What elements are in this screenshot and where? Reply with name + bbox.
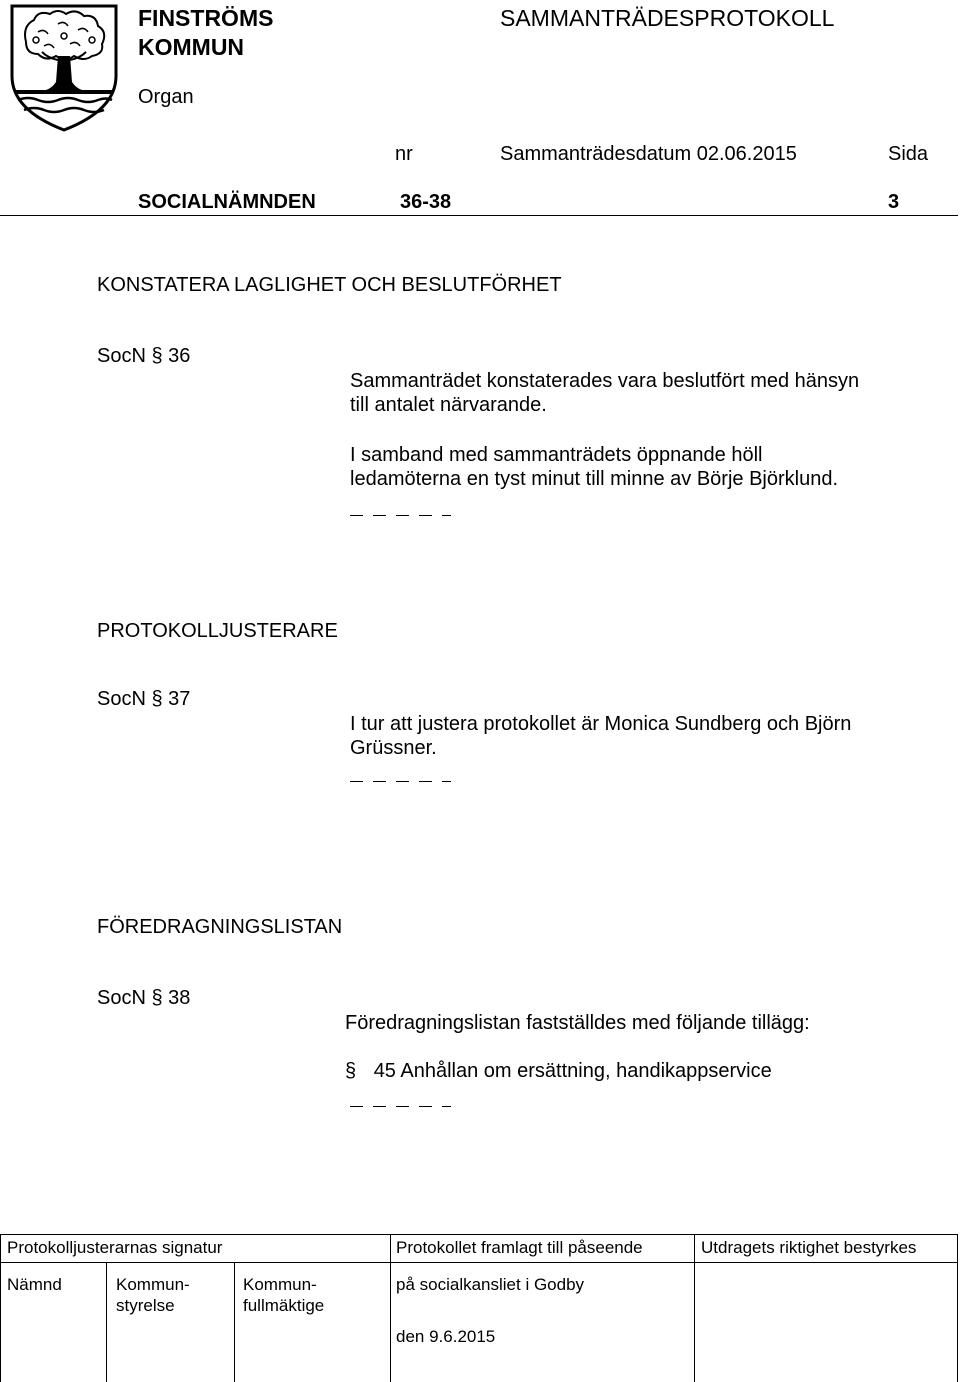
section-heading: PROTOKOLLJUSTERARE bbox=[97, 620, 338, 642]
section-text bbox=[350, 712, 851, 760]
document-type: SAMMANTRÄDESPROTOKOLL bbox=[500, 5, 835, 31]
text-line: I samband med sammanträdets öppnande höll bbox=[350, 444, 763, 466]
municipality-name-line1: FINSTRÖMS bbox=[138, 5, 274, 31]
section-ref bbox=[97, 688, 190, 711]
text-line: Sammanträdet konstaterades vara beslutfört med hänsyn bbox=[350, 370, 860, 392]
paragraph-symbol: § bbox=[151, 345, 163, 367]
signature-field-styrelse-line1: Kommun- bbox=[116, 1275, 190, 1294]
ref-prefix: SocN bbox=[97, 688, 146, 710]
organ-label: Organ bbox=[138, 86, 194, 108]
agenda-item-text: 45 Anhållan om ersättning, handikappservice bbox=[373, 1060, 772, 1082]
organ-value: SOCIALNÄMNDEN bbox=[138, 191, 316, 213]
nr-label: nr bbox=[395, 143, 413, 165]
paragraph-symbol: § bbox=[345, 1060, 357, 1082]
footer-header-certified: Utdragets riktighet bestyrkes bbox=[701, 1238, 917, 1257]
page-label: Sida bbox=[888, 143, 929, 165]
ref-prefix: SocN bbox=[97, 987, 146, 1009]
ref-prefix: SocN bbox=[97, 345, 146, 367]
ref-number: 37 bbox=[168, 688, 191, 710]
signature-field-fullmaktige-line2: fullmäktige bbox=[243, 1296, 325, 1315]
header-divider bbox=[0, 215, 958, 216]
section-heading: FÖREDRAGNINGSLISTAN bbox=[97, 916, 343, 938]
meeting-date-label: Sammanträdesdatum 02.06.2015 bbox=[500, 143, 797, 165]
text-line: Grüssner. bbox=[350, 737, 437, 759]
section-text bbox=[350, 369, 859, 417]
text-line: ledamöterna en tyst minut till minne av Börje Björklund. bbox=[350, 468, 839, 490]
ref-number: 38 bbox=[168, 987, 191, 1009]
text-line: I tur att justera protokollet är Monica Sundberg och Björn bbox=[350, 713, 852, 735]
signature-field-fullmaktige-line1: Kommun- bbox=[243, 1275, 317, 1294]
municipal-coat-of-arms bbox=[8, 2, 120, 134]
paragraph-symbol: § bbox=[151, 987, 163, 1009]
section-text: Föredragningslistan fastställdes med följande tillägg: bbox=[345, 1012, 810, 1034]
ref-number: 36 bbox=[168, 345, 191, 367]
footer-header-posted: Protokollet framlagt till påseende bbox=[396, 1238, 643, 1257]
signature-field-namnd: Nämnd bbox=[7, 1275, 62, 1294]
section-heading: KONSTATERA LAGLIGHET OCH BESLUTFÖRHET bbox=[97, 274, 562, 296]
section-text bbox=[350, 443, 838, 491]
nr-value: 36-38 bbox=[400, 191, 452, 213]
paragraph-symbol: § bbox=[151, 688, 163, 710]
section-ref bbox=[97, 345, 190, 368]
footer-header-signatures: Protokolljusterarnas signatur bbox=[7, 1238, 223, 1257]
text-line: till antalet närvarande. bbox=[350, 394, 547, 416]
page-value: 3 bbox=[888, 191, 900, 213]
section-ref bbox=[97, 987, 190, 1010]
signature-field-styrelse-line2: styrelse bbox=[116, 1296, 175, 1315]
municipality-name-line2: KOMMUN bbox=[138, 34, 245, 60]
posting-place: på socialkansliet i Godby bbox=[396, 1275, 585, 1294]
posting-date: den 9.6.2015 bbox=[396, 1327, 496, 1346]
agenda-addition bbox=[345, 1060, 772, 1083]
